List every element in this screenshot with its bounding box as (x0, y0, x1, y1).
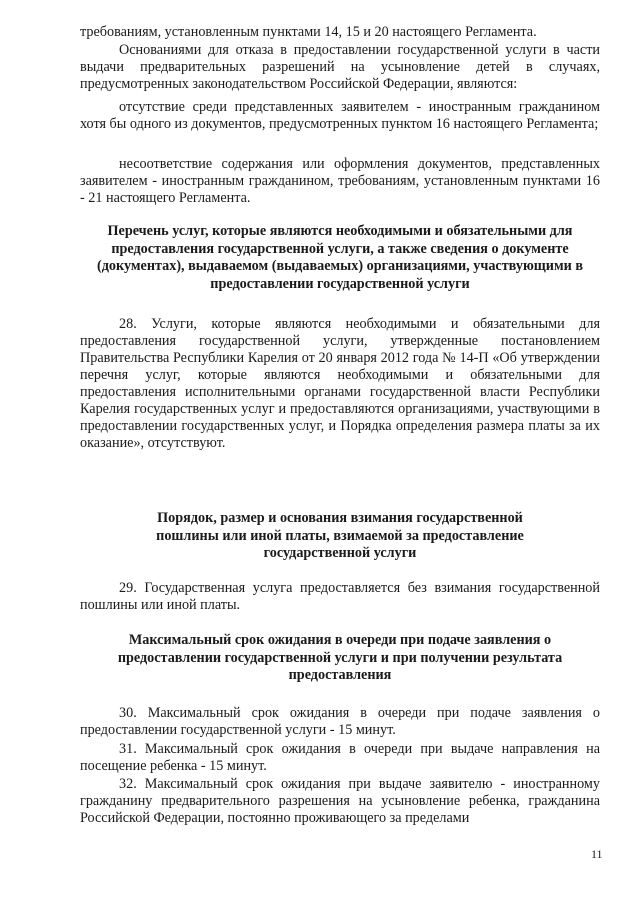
continuation-paragraph: требованиям, установленным пунктами 14, 15 и 20 настоящего Регламента. (80, 24, 537, 40)
services-heading: Перечень услуг, которые являются необходимыми и обязательными для предоставления государственной услуги, а также сведения о документе (документах), выдаваемом (выдаваемых) организациями, участвующими в предоставлении государственной услуги (96, 223, 583, 292)
paragraph-32: 32. Максимальный срок ожидания при выдаче заявителю - иностранному гражданину предварительного разрешения на усыновление ребенка, гражданина Российской Федерации, постоянно проживающего за пределами (80, 776, 600, 826)
paragraph-28: 28. Услуги, которые являются необходимыми и обязательными для предоставления государственной услуги, утвержденные постановлением Правительства Республики Карелия от 20 января 2012 года № 14-П «Об утверждении перечня услуг, которые являются необходимыми и обязательными для предоставления исполнительными органами государственной власти Республики Карелия государственных услуг и предоставляются организациями, участвующими в предоставлении государственных услуг, и Порядка определения размера платы за их оказание», отсутствуют. (80, 316, 600, 451)
paragraph-30: 30. Максимальный срок ожидания в очереди при подаче заявления о предоставлении государственной услуги - 15 минут. (80, 705, 600, 738)
paragraph-31: 31. Максимальный срок ожидания в очереди при выдаче направления на посещение ребенка - 15 минут. (80, 741, 600, 774)
refusal-grounds-paragraph: Основаниями для отказа в предоставлении государственной услуги в части выдачи предварительных разрешений на усыновление детей в случаях, предусмотренных законодательством Российской Федерации, являются: (80, 42, 600, 92)
queue-heading: Максимальный срок ожидания в очереди при подаче заявления о предоставлении государственной услуги и при получении результата предоставления (117, 632, 563, 683)
fee-heading: Порядок, размер и основания взимания государственной пошлины или иной платы, взимаемой за предоставление государственной услуги (156, 510, 524, 561)
paragraph-29: 29. Государственная услуга предоставляется без взимания государственной пошлины или иной платы. (80, 580, 600, 613)
grounds-item-mismatch: несоответствие содержания или оформления документов, представленных заявителем - иностранным гражданином, требованиям, установленным пунктами 16 - 21 настоящего Регламента. (80, 156, 600, 206)
page-number: 11 (591, 847, 603, 861)
grounds-item-absence: отсутствие среди представленных заявителем - иностранным гражданином хотя бы одного из документов, предусмотренных пунктом 16 настоящего Регламента; (80, 99, 600, 132)
